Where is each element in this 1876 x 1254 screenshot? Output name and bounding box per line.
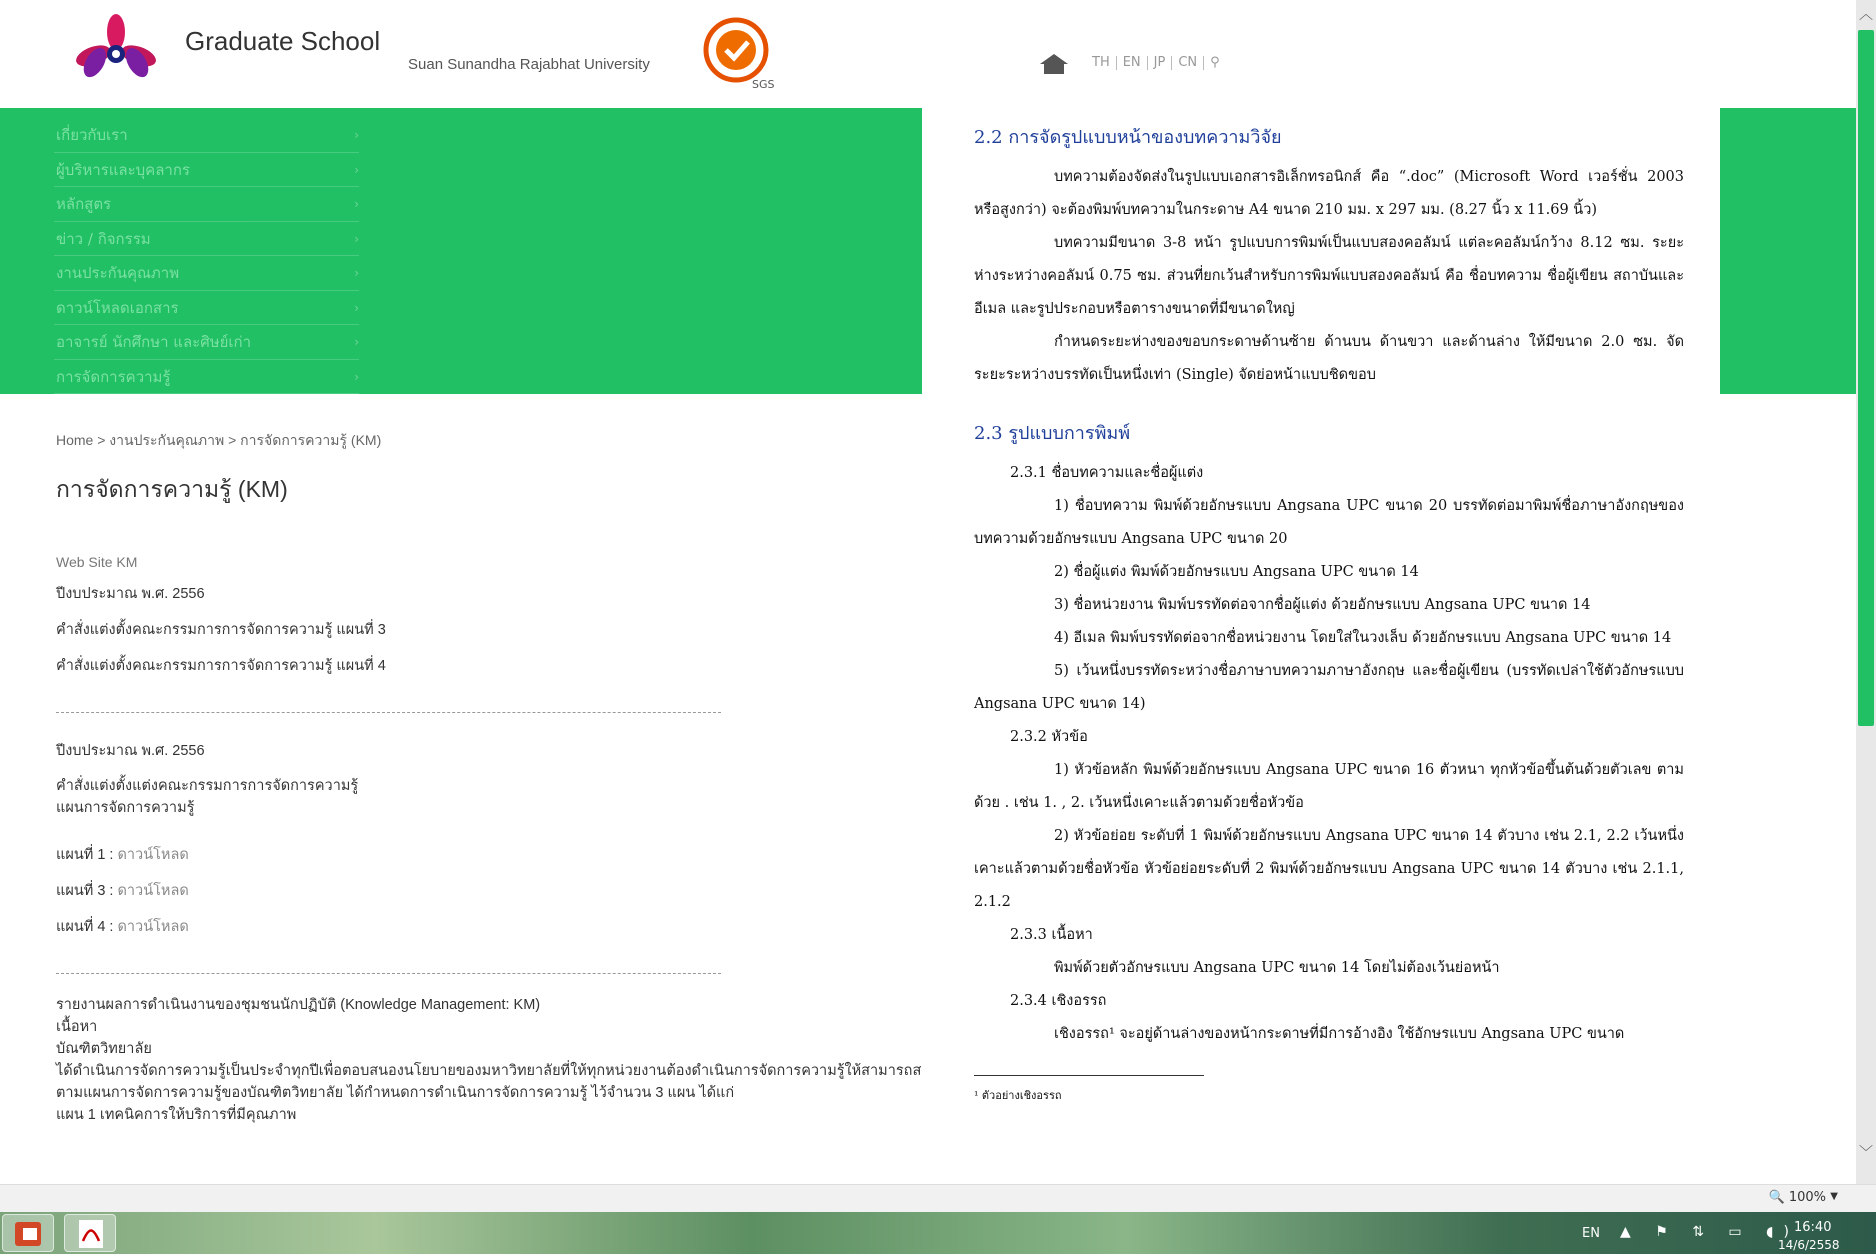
sgs-label: SGS [752,78,775,90]
order-committee-link[interactable]: คำสั่งแต่งตั้งแต่งคณะกรรมการการจัดการความรู้ [56,778,359,794]
km-plan-label: แผนการจัดการความรู้ [56,800,195,816]
fiscal-year-heading-2: ปีงบประมาณ พ.ศ. 2556 [56,743,205,759]
lang-th[interactable]: TH [1086,56,1117,70]
nav-menu [54,118,359,394]
pdf-paragraph: 2) ชื่อผู้แต่ง พิมพ์ด้วยอักษรแบบ Angsana UPC ขนาด 14 [1054,564,1419,580]
lang-cn[interactable]: CN [1172,56,1204,70]
site-subtitle: Suan Sunandha Rajabhat University [408,56,650,73]
report-content-label: เนื้อหา [56,1019,98,1035]
chevron-right-icon: › [354,300,359,315]
pdf-paragraph: 2) หัวข้อย่อย ระดับที่ 1 พิมพ์ด้วยอักษรแบบ Angsana UPC ขนาด 14 ตัวบาง เช่น 2.1, 2.2 เว้นหนึ่งเคาะแล้วตามด้วยชื่อหัวข้อ หัวข้อย่อยระดับที่ 2 พิมพ์ด้วยอักษรแบบ Angsana UPC ขนาด 14 ตัวบาง เช่น 2.1.1, 2.1.2 [974,828,1684,910]
nav-item-curriculum[interactable]: หลักสูตร › [54,187,359,222]
section-heading-2-2: 2.2 การจัดรูปแบบหน้าของบทความวิจัย [974,127,1282,148]
taskbar [0,1212,1876,1254]
pdf-page[interactable] [922,108,1720,1184]
pdf-paragraph: บทความมีขนาด 3-8 หน้า รูปแบบการพิมพ์เป็นแบบสองคอลัมน์ แต่ละคอลัมน์กว้าง 8.12 ซม. ระยะห่างระหว่างคอลัมน์ 0.75 ซม. ส่วนที่ยกเว้นสำหรับการพิมพ์แบบสองคอลัมน์ คือ ชื่อบทความ ชื่อผู้เขียน สถาบันและอีเมล และรูปประกอบหรือตารางขนาดที่มีขนาดใหญ่ [974,235,1684,317]
powerpoint-icon [3,1215,55,1253]
pdf-paragraph: 3) ชื่อหน่วยงาน พิมพ์บรรทัดต่อจากชื่อผู้แต่ง ด้วยอักษรแบบ Angsana UPC ขนาด 14 [1054,597,1591,613]
pdf-paragraph: เชิงอรรถ¹ จะอยู่ด้านล่างของหน้ากระดาษที่มีการอ้างอิง ใช้อักษรแบบ Angsana UPC ขนาด [1054,1026,1625,1042]
nav-item-people[interactable]: อาจารย์ นักศึกษา และศิษย์เก่า › [54,325,359,360]
nav-item-news[interactable]: ข่าว / กิจกรรม › [54,222,359,257]
scroll-up-icon[interactable]: ︿ [1859,7,1873,23]
pdf-content [974,116,1684,1104]
chevron-right-icon: › [354,128,359,142]
search-icon[interactable]: ⚲ [1210,55,1220,70]
footnote-rule [974,1075,1204,1076]
scrollbar-thumb[interactable] [1858,30,1874,726]
footnote: ¹ ตัวอย่างเชิงอรรถ [974,1089,1062,1102]
report-title: รายงานผลการดำเนินงานของชุมชนนักปฏิบัติ (Knowledge Management: KM) [56,997,541,1013]
report-org: บัณฑิตวิทยาลัย [56,1041,152,1057]
plan-4-row: แผนที่ 4 : ดาวน์โหลด [56,919,189,935]
page-title: การจัดการความรู้ (KM) [56,476,288,502]
web-site-km-link[interactable]: Web Site KM [56,554,138,570]
breadcrumb[interactable]: Home > งานประกันคุณภาพ > การจัดการความรู้ (KM) [56,432,382,448]
chevron-down-icon[interactable]: ▼ [1830,1191,1838,1202]
pdf-paragraph: 1) หัวข้อหลัก พิมพ์ด้วยอักษรแบบ Angsana UPC ขนาด 16 ตัวหนา ทุกหัวข้อขึ้นต้นด้วยตัวเลข ตามด้วย . เช่น 1. , 2. เว้นหนึ่งเคาะแล้วตามด้วยชื่อหัวข้อ [974,762,1684,811]
chevron-right-icon: › [354,369,359,384]
powerpoint-taskbar-button[interactable] [2,1214,54,1252]
chevron-right-icon: › [354,231,359,246]
pdf-paragraph: 1) ชื่อบทความ พิมพ์ด้วยอักษรแบบ Angsana UPC ขนาด 20 บรรทัดต่อมาพิมพ์ชื่อภาษาอังกฤษของบทความด้วยอักษรแบบ Angsana UPC ขนาด 20 [974,498,1684,547]
pdf-icon [65,1215,117,1253]
chevron-right-icon: › [354,162,359,177]
home-icon[interactable] [1038,52,1070,76]
section-heading-2-3: 2.3 รูปแบบการพิมพ์ [974,423,1131,444]
main-content [56,420,926,1126]
divider [56,712,721,713]
viewer-status-bar [0,1184,1876,1212]
pdf-paragraph: บทความต้องจัดส่งในรูปแบบเอกสารอิเล็กทรอนิกส์ คือ “.doc” (Microsoft Word เวอร์ชั่น 2003 หรือสูงกว่า) จะต้องพิมพ์บทความในกระดาษ A4 ขนาด 210 มม. x 297 มม. (8.27 นิ้ว x 11.69 นิ้ว) [974,169,1684,218]
lang-en[interactable]: EN [1117,56,1148,70]
subheading-2-3-4: 2.3.4 เชิงอรรถ [1010,993,1107,1009]
report-plan-1: แผน 1 เทคนิคการให้บริการที่มีคุณภาพ [56,1107,297,1123]
nav-item-about[interactable]: เกี่ยวกับเรา › [54,118,359,153]
chevron-right-icon: › [354,197,359,211]
nav-item-quality-assurance[interactable]: งานประกันคุณภาพ › [54,256,359,291]
chevron-right-icon: › [354,335,359,349]
download-link[interactable]: ดาวน์โหลด [117,847,189,863]
zoom-level[interactable]: 🔍 100% [1768,1190,1826,1205]
lang-jp[interactable]: JP [1148,56,1173,70]
order-plan-3-link[interactable]: คำสั่งแต่งตั้งคณะกรรมการการจัดการความรู้ แผนที่ 3 [56,622,386,638]
language-bar [1086,56,1226,70]
sgs-certification-badge-icon [700,16,778,90]
download-link[interactable]: ดาวน์โหลด [117,883,189,899]
fiscal-year-heading: ปีงบประมาณ พ.ศ. 2556 [56,586,205,602]
tray-language[interactable]: EN [1582,1226,1600,1241]
nav-item-staff[interactable]: ผู้บริหารและบุคลากร › [54,153,359,188]
pdf-paragraph: 4) อีเมล พิมพ์บรรทัดต่อจากชื่อหน่วยงาน โดยใส่ในวงเล็บ ด้วยอักษรแบบ Angsana UPC ขนาด 14 [1054,630,1672,646]
chevron-right-icon: › [354,266,359,280]
download-link[interactable]: ดาวน์โหลด [117,919,189,935]
report-body: ได้ดำเนินการจัดการความรู้เป็นประจำทุกปีเพื่อตอบสนองนโยบายของมหาวิทยาลัยที่ให้ทุกหน่วยงานต้องดำเนินการจัดการความรู้ให้สามารถส ตามแผนการจัดการความรู้ของบัณฑิตวิทยาลัย ได้กำหนดการดำเนินการจัดการความรู้ ไว้จำนวน 3 แผน ได้แก่ [56,1063,922,1101]
subheading-2-3-1: 2.3.1 ชื่อบทความและชื่อผู้แต่ง [1010,465,1204,481]
nav-item-km[interactable]: การจัดการความรู้ › [54,360,359,395]
subheading-2-3-2: 2.3.2 หัวข้อ [1010,729,1088,745]
nav-item-downloads[interactable]: ดาวน์โหลดเอกสาร › [54,291,359,326]
university-logo-icon[interactable] [70,14,162,94]
pdf-paragraph: กำหนดระยะห่างของขอบกระดาษด้านซ้าย ด้านบน ด้านขวา และด้านล่าง ให้มีขนาด 2.0 ซม. จัดระยะระหว่างบรรทัดเป็นหนึ่งเท่า (Single) จัดย่อหน้าแบบชิดขอบ [974,334,1684,383]
plan-1-row: แผนที่ 1 : ดาวน์โหลด [56,847,189,863]
green-band-right [1720,108,1856,394]
pdf-reader-taskbar-button[interactable] [64,1214,116,1252]
pdf-paragraph: พิมพ์ด้วยตัวอักษรแบบ Angsana UPC ขนาด 14 โดยไม่ต้องเว้นย่อหน้า [1054,960,1500,976]
scroll-down-icon[interactable]: ﹀ [1859,1145,1873,1161]
order-plan-4-link[interactable]: คำสั่งแต่งตั้งคณะกรรมการการจัดการความรู้ แผนที่ 4 [56,658,386,674]
clock-date[interactable]: 14/6/2558 [1778,1238,1840,1252]
site-header [0,0,1876,108]
site-title: Graduate School [185,26,381,56]
clock-time[interactable]: 16:40 [1794,1220,1832,1235]
subheading-2-3-3: 2.3.3 เนื้อหา [1010,927,1093,943]
divider [56,973,721,974]
system-tray-icons[interactable]: ▲ ⚑ ⇅ ▭ ◖) [1620,1224,1799,1240]
pdf-paragraph: 5) เว้นหนึ่งบรรทัดระหว่างชื่อภาษาบทความภาษาอังกฤษ และชื่อผู้เขียน (บรรทัดเปล่าใช้ตัวอักษรแบบ Angsana UPC ขนาด 14) [974,663,1684,712]
plan-3-row: แผนที่ 3 : ดาวน์โหลด [56,883,189,899]
